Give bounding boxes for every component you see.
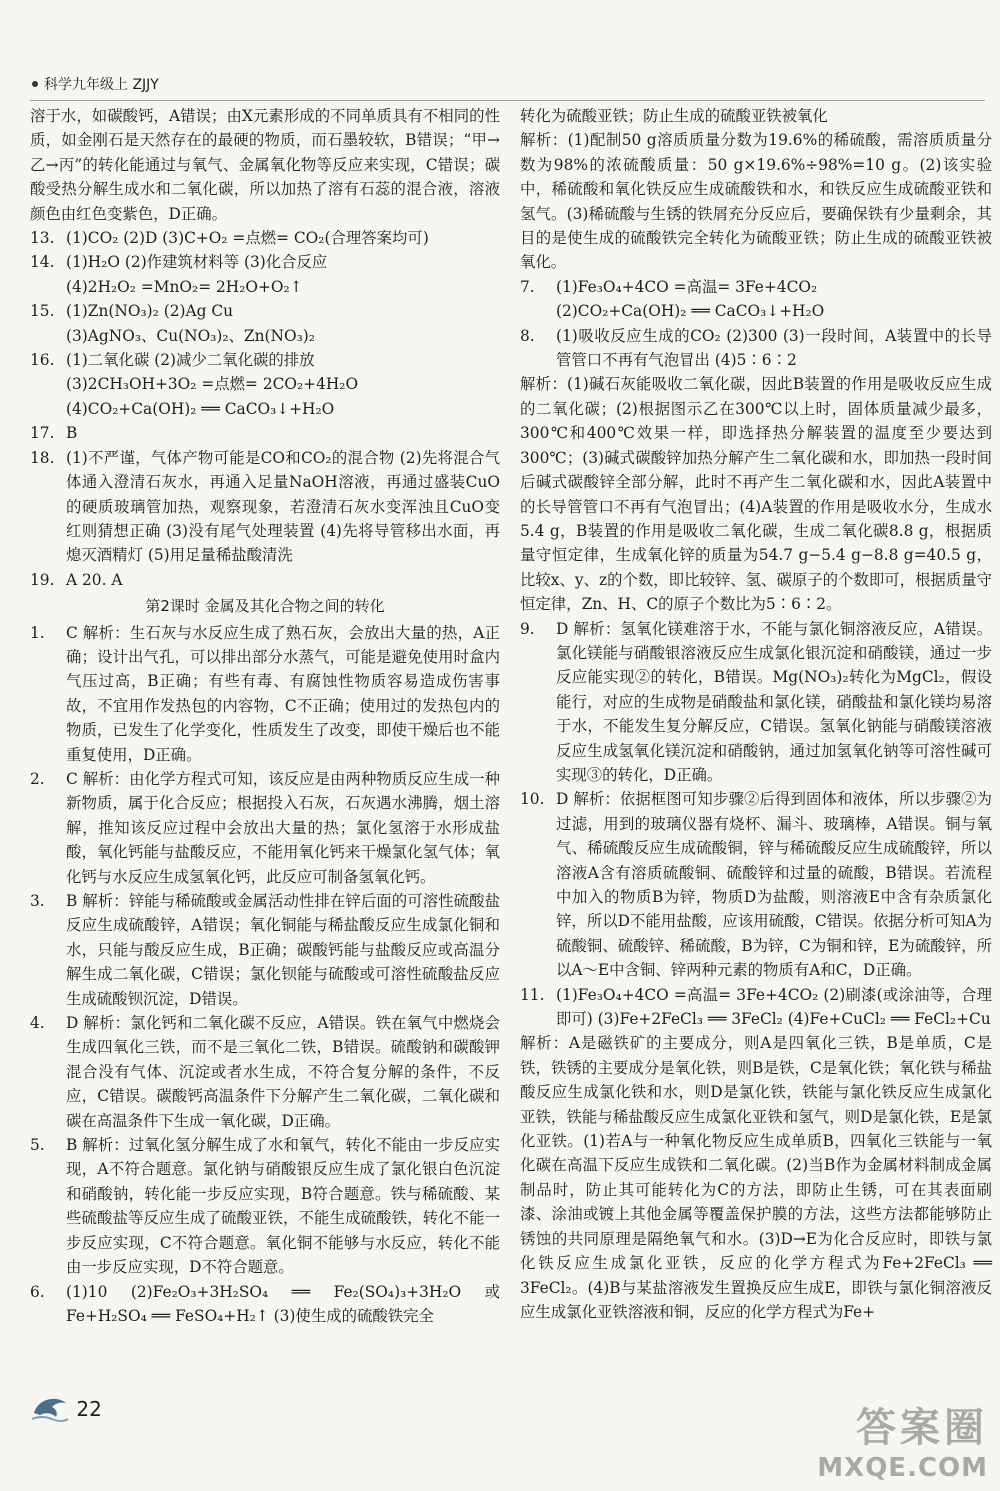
text-line: (3)2CH₃OH+3O₂ =点燃= 2CO₂+4H₂O: [66, 375, 359, 394]
item-text: (1)10 (2)Fe₂O₃+3H₂SO₄ ══ Fe₂(SO₄)₃+3H₂O 或 Fe+H₂SO₄ ══ FeSO₄+H₂↑ (3)使生成的硫酸铁完全: [66, 1282, 500, 1325]
answer-item: [30, 1133, 500, 1279]
answer-item: [30, 421, 500, 445]
item-text: (1)吸收反应生成的CO₂ (2)300 (3)一段时间，A装置中的长导管管口不再有气泡冒出 (4)5∶6∶2: [556, 326, 992, 370]
left-column: [30, 104, 500, 1328]
item-text: B 解析：过氧化氢分解生成了水和氧气，转化不能由一步反应实现，A不符合题意。氯化钠与硝酸银反应生成了氯化银白色沉淀和硝酸钠，转化能一步反应实现，B符合题意。铁与稀硫酸、某些硫酸盐等反应生成了硫酸亚铁，不能生成硫酸铁，转化不能一步反应实现，C不符合题意。氧化铜不能够与水反应，转化不能由一步反应实现，D不符合题意。: [66, 1136, 500, 1277]
text-line: (4)2H₂O₂ =MnO₂= 2H₂O+O₂↑: [66, 277, 303, 296]
answer-item: [30, 621, 500, 767]
answer-item: [30, 226, 500, 250]
answer-item: [520, 617, 992, 788]
answer-item: [520, 787, 992, 982]
item-number: 5.: [30, 1136, 45, 1155]
text-line: (4)CO₂+Ca(OH)₂ ══ CaCO₃↓+H₂O: [66, 399, 335, 418]
right-column: [520, 104, 992, 1324]
item-text: B 解析：锌能与稀硫酸或金属活动性排在锌后面的可溶性硫酸盐反应生成硫酸锌，A错误；氧化铜能与稀盐酸反应生成氯化铜和水，只能与酸反应生成，B正确；碳酸钙能与盐酸反应或高温分解生成二氧化碳，C错误；氯化钡能与硫酸或可溶性硫酸盐反应生成硫酸钡沉淀，D错误。: [66, 892, 500, 1008]
answer-item: [30, 1011, 500, 1133]
page-number: 22: [76, 1397, 102, 1421]
text-line: 解析：A是磁铁矿的主要成分，则A是四氧化三铁，B是单质，C是铁，铁锈的主要成分是氧化铁，则B是铁，C是氧化铁；氧化铁与稀盐酸反应生成氯化铁和水，则D是氯化铁，铁能与氯化铁反应生成氯化亚铁，铁能与稀盐酸反应生成氯化亚铁和氢气，则D是氯化铁，E是氯化亚铁。(1)若A与一种氧化物反应生成单质B，四氧化三铁能与一氧化碳在高温下反应生成铁和二氧化碳。(2)当B作为金属材料制成金属制品时，防止其可能转化为C的方法，即防止生锈，可在其表面刷漆、涂油或镀上其他金属等覆盖保护膜的方法，这些方法都能够防止锈蚀的共同原理是隔绝氧气和水。(3)D→E为化合反应时，即铁与氯化铁反应生成氯化亚铁，反应的化学方程式为Fe+2FeCl₃ ══ 3FeCl₂。(4)B与某盐溶液发生置换反应生成E，即铁与氯化铜溶液反应生成氯化亚铁溶液和铜，反应的化学方程式为Fe+: [520, 1034, 992, 1321]
answer-item: [30, 299, 500, 323]
text-line: 解析：(1)碱石灰能吸收二氧化碳，因此B装置的作用是吸收反应生成的二氧化碳；(2)根据图示乙在300℃以上时，固体质量减少最多，300℃和400℃效果一样，即选择热分解装置的温度至少要达到300℃；(3)碱式碳酸锌加热分解产生二氧化碳和水，即加热一段时间后碱式碳酸锌全部分解，此时不再产生二氧化碳和水，因此A装置中的长导管管口不再有气泡冒出；(4)A装置的作用是吸收水分，生成水5.4 g，B装置的作用是吸收二氧化碳，生成二氧化碳8.8 g，根据质量守恒定律，生成氧化锌的质量为54.7 g−5.4 g−8.8 g=40.5 g，比较x、y、z的个数，即比较锌、氢、碳原子的个数即可，根据质量守恒定律，Zn、H、C的原子个数比为5∶6∶2。: [520, 375, 992, 614]
answer-item: [30, 446, 500, 568]
running-header: [30, 74, 985, 101]
item-text: (1)Fe₃O₄+4CO =高温= 3Fe+4CO₂: [556, 277, 818, 296]
item-number: 17.: [30, 424, 55, 443]
text-line: 溶于水，如碳酸钙，A错误；由X元素形成的不同单质具有不相同的性质，如金刚石是天然存在的最硬的物质，而石墨较软，B错误；“甲→乙→丙”的转化能通过与氧气、金属氧化物等反应来实现，C错误；碳酸受热分解生成水和二氧化碳，所以加热了溶有石蕊的混合液，溶液颜色由红色变紫色，D正确。: [30, 107, 500, 223]
item-text: C 解析：由化学方程式可知，该反应是由两种物质反应生成一种新物质，属于化合反应；根据投入石灰，石灰遇水沸腾，烟土溶解，推知该反应过程中会放出大量的热；氯化氢溶于水形成盐酸，氧化钙能与盐酸反应，不能用氧化钙来干燥氯化氢气体；氧化钙与水反应生成氢氧化钙，此反应可制备氢氧化钙。: [66, 769, 500, 886]
answer-item: [30, 568, 500, 592]
answer-item: [30, 250, 500, 274]
header-title: 科学九年级上 ZJJY: [44, 77, 159, 93]
answer-item: [30, 348, 500, 372]
item-number: 9.: [520, 619, 535, 638]
page-footer: [30, 1393, 330, 1453]
item-text: (1)CO₂ (2)D (3)C+O₂ =点燃= CO₂(合理答案均可): [66, 229, 429, 248]
item-text: (1)Fe₃O₄+4CO =高温= 3Fe+4CO₂ (2)刷漆(或涂油等，合理即可) (3)Fe+2FeCl₃ ══ 3FeCl₂ (4)Fe+CuCl₂ ══ FeCl₂+Cu: [556, 985, 992, 1029]
item-number: 16.: [30, 351, 55, 370]
text-line: (3)AgNO₃、Cu(NO₃)₂、Zn(NO₃)₂: [66, 326, 315, 345]
item-number: 1.: [30, 623, 45, 642]
item-number: 18.: [30, 448, 55, 467]
text-line: 解析：(1)配制50 g溶质质量分数为19.6%的稀硫酸，需溶质质量分数为98%的浓硫酸质量：50 g×19.6%÷98%=10 g。(2)该实验中，稀硫酸和氧化铁反应生成硫酸铁和水，和铁反应生成硫酸亚铁和氢气。(3)稀硫酸与生锈的铁屑充分反应后，要确保铁有少量剩余，其目的是使生成的硫酸铁完全转化为硫酸亚铁；防止生成的硫酸亚铁被氧化。: [520, 131, 992, 272]
item-number: 2.: [30, 769, 45, 788]
item-number: 14.: [30, 253, 55, 272]
item-number: 4.: [30, 1014, 45, 1033]
answer-item: [520, 275, 992, 299]
answer-item: [30, 889, 500, 1011]
item-text: (1)H₂O (2)作建筑材料等 (3)化合反应: [66, 253, 328, 272]
watermark-url: MXQE.COM: [817, 1453, 988, 1483]
item-text: D 解析：依据框图可知步骤②后得到固体和液体，所以步骤②为过滤，用到的玻璃仪器有烧杯、漏斗、玻璃棒，A错误。铜与氧气、稀硫酸反应生成硫酸铜，锌与稀硫酸反应生成硫酸锌，所以溶液A含有溶质硫酸铜、硫酸锌和过量的硫酸，B错误。若流程中加入的物质B为锌，物质D为盐酸，则溶液E中含有杂质氯化锌，所以D不能用盐酸，应该用硫酸，C错误。依据分析可知A为硫酸铜、硫酸锌、稀硫酸，B为锌，C为铜和锌，E为硫酸锌，所以A～E中含铜、锌两种元素的物质有A和C，D正确。: [556, 790, 992, 980]
item-number: 8.: [520, 326, 535, 345]
item-number: 7.: [520, 277, 535, 296]
item-number: 10.: [520, 790, 545, 809]
item-number: 13.: [30, 229, 55, 248]
section-heading: 第2课时 金属及其化合物之间的转化: [145, 597, 385, 616]
answer-item: [520, 983, 992, 1032]
item-number: 3.: [30, 892, 45, 910]
item-text: (1)不严谨，气体产物可能是CO和CO₂的混合物 (2)先将混合气体通入澄清石灰水，再通入足量NaOH溶液，再通过盛装CuO的硬质玻璃管加热，观察现象，若澄清石灰水变浑浊且CuO变红则猜想正确 (3)没有尾气处理装置 (4)先将导管移出水面，再熄灭酒精灯 (5)用足量稀盐酸清洗: [66, 448, 500, 565]
dolphin-logo-icon: [30, 1393, 70, 1428]
answer-item: [520, 324, 992, 373]
text-line: 转化为硫酸亚铁；防止生成的硫酸亚铁被氧化: [520, 107, 828, 125]
answer-item: [30, 767, 500, 889]
watermark: [817, 1396, 988, 1483]
item-number: 6.: [30, 1282, 45, 1301]
bullet-icon: [32, 81, 38, 87]
item-text: D 解析：氢氧化镁难溶于水，不能与氯化铜溶液反应，A错误。氯化镁能与硝酸银溶液反应生成氯化银沉淀和硝酸镁，通过一步反应能实现②的转化，B错误。Mg(NO₃)₂转化为MgCl₂，假设能行，对应的生成物是硝酸盐和氯化镁，硝酸盐和氯化镁均易溶于水，不能发生复分解反应，C错误。氢氧化钠能与硝酸镁溶液反应生成氢氧化镁沉淀和硝酸钠，通过加氢氧化钠等可溶性碱可实现③的转化，D正确。: [556, 619, 992, 784]
item-text: (1)二氧化碳 (2)减少二氧化碳的排放: [66, 351, 315, 370]
item-text: (1)Zn(NO₃)₂ (2)Ag Cu: [66, 302, 234, 321]
text-line: (2)CO₂+Ca(OH)₂ ══ CaCO₃↓+H₂O: [556, 302, 825, 321]
item-number: 19.: [30, 570, 55, 589]
item-text: D 解析：氯化钙和二氧化碳不反应，A错误。铁在氧气中燃烧会生成四氧化三铁，而不是三氧化二铁，B错误。硫酸钠和碳酸钾混合没有气体、沉淀或者水生成，不符合复分解的条件，不反应，C错误。碳酸钙高温条件下分解产生二氧化碳，二氧化碳和碳在高温条件下生成一氧化碳，D正确。: [66, 1014, 500, 1130]
item-number: 11.: [520, 985, 545, 1004]
item-text: B: [66, 424, 78, 443]
item-text: A 20. A: [66, 570, 123, 589]
item-text: C 解析：生石灰与水反应生成了熟石灰，会放出大量的热，A正确；设计出气孔，可以排出部分水蒸气，可能是避免使用时盒内气压过高，B正确；有些有毒、有腐蚀性物质容易造成伤害事故，不宜用作发热包的内容物，C不正确；使用过的发热包内的物质，已发生了化学变化，性质发生了改变，即使干燥后也不能重复使用，D正确。: [66, 623, 500, 764]
answer-item: [30, 1280, 500, 1329]
item-number: 15.: [30, 302, 55, 321]
watermark-title: 答案圈: [856, 1405, 988, 1451]
